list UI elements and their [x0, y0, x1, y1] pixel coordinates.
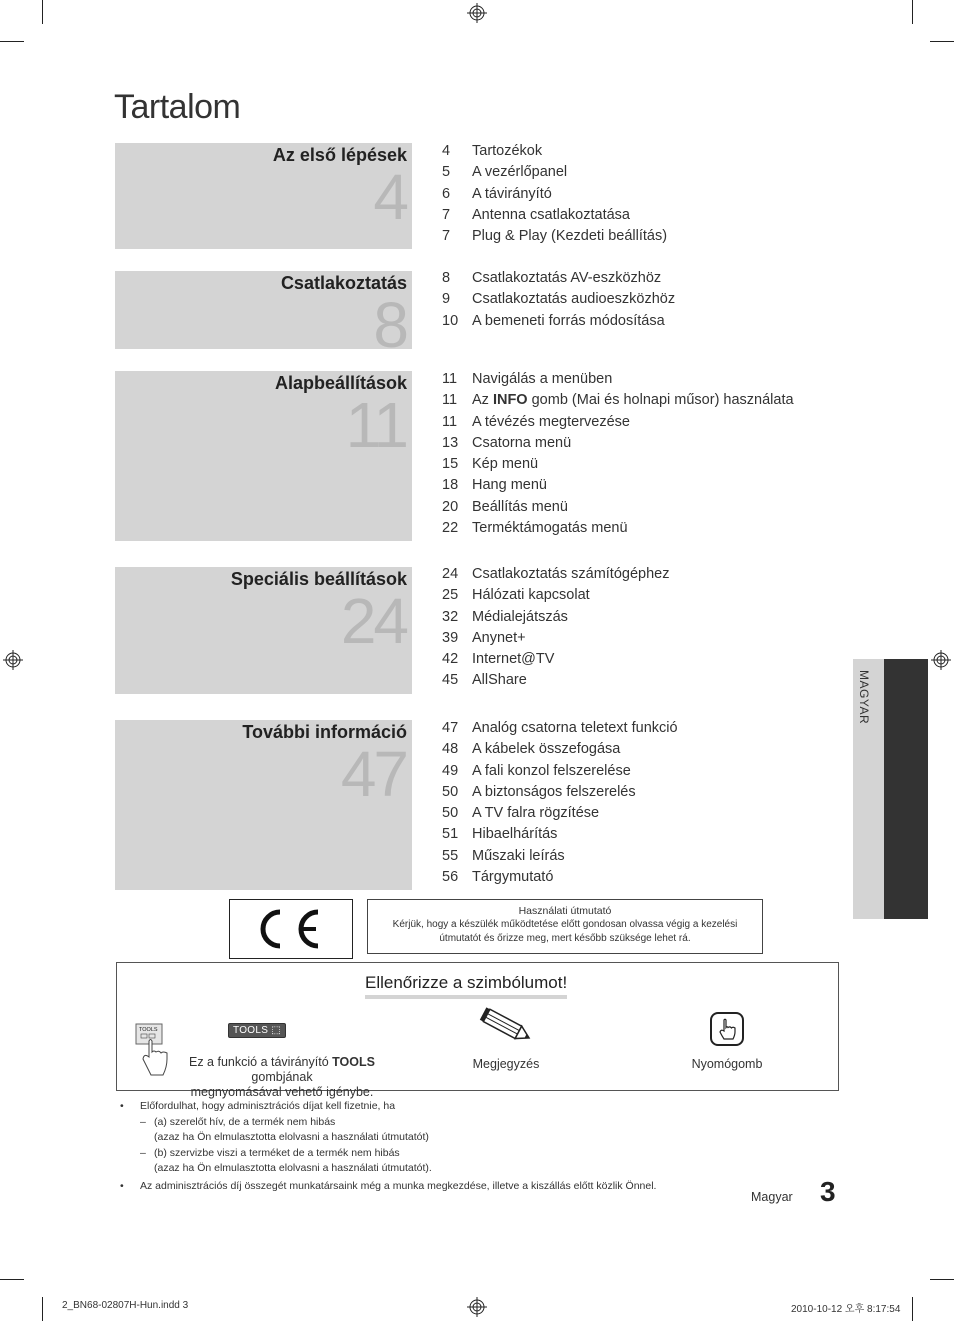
toc-page: 8	[442, 270, 451, 286]
toc-page: 47	[442, 720, 459, 736]
toc-list-basic-settings	[442, 371, 794, 541]
toc-list-connections	[442, 270, 675, 334]
note-text: (b) szervizbe viszi a terméket de a termék nem hibás	[154, 1146, 400, 1159]
toc-text-pre: Az	[472, 392, 493, 409]
note-bullet-item	[120, 1179, 656, 1195]
toc-page: 42	[442, 651, 459, 668]
toc-page: 4	[442, 143, 451, 159]
toc-item[interactable]	[442, 566, 669, 587]
section-number: 8	[373, 289, 406, 361]
toc-page: 48	[442, 741, 459, 758]
note-text: Az adminisztrációs díj összegét munkatársaink még a munka megkezdése, illetve a kiszállás előtt közlik Önnel.	[140, 1179, 657, 1192]
manual-notice-box	[367, 899, 763, 954]
toc-item[interactable]	[442, 207, 667, 228]
toc-item[interactable]	[442, 520, 794, 541]
toc-item[interactable]	[442, 414, 794, 435]
toc-item[interactable]	[442, 164, 667, 185]
toc-page: 7	[442, 228, 451, 245]
toc-text: Tárgymutató	[472, 869, 554, 886]
toc-text: A bemeneti forrás módosítása	[472, 312, 665, 329]
crop-mark	[0, 41, 24, 42]
toc-page: 11	[442, 392, 458, 409]
manual-notice-line: Kérjük, hogy a készülék működtetése előtt gondosan olvassa végig a kezelési	[392, 919, 738, 930]
symbols-box	[116, 962, 839, 1099]
section-number: 24	[340, 585, 406, 657]
toc-item[interactable]	[442, 313, 675, 334]
push-button-icon	[709, 1011, 745, 1047]
toc-page: 13	[442, 434, 459, 451]
dash-icon: –	[140, 1146, 146, 1159]
toc-text: Plug & Play (Kezdeti beállítás)	[472, 228, 668, 245]
crop-mark	[930, 41, 954, 42]
toc-text: AllShare	[472, 672, 527, 689]
toc-text: Csatlakoztatás audioeszközhöz	[472, 291, 676, 308]
toc-text: Hang menü	[472, 477, 547, 494]
bullet-icon: •	[120, 1100, 124, 1112]
section-box-getting-started	[115, 143, 412, 249]
toc-page: 45	[442, 672, 459, 689]
toc-item[interactable]	[442, 228, 667, 249]
section-number: 4	[373, 161, 406, 233]
note-dash-item	[120, 1115, 656, 1131]
toc-list-more-info	[442, 720, 678, 890]
section-number: 11	[345, 389, 406, 461]
toc-item[interactable]	[442, 848, 678, 869]
toc-item[interactable]	[442, 609, 669, 630]
tools-badge: TOOLS ⬚	[228, 1023, 286, 1038]
tools-caption-line2: megnyomásával vehető igénybe.	[190, 1085, 374, 1099]
registration-mark-icon	[931, 650, 951, 670]
toc-page: 18	[442, 477, 459, 494]
file-slug: 2_BN68-02807H-Hun.indd 3	[62, 1300, 189, 1311]
toc-page: 49	[442, 762, 459, 779]
toc-text: Beállítás menü	[472, 498, 568, 515]
toc-page: 10	[442, 312, 459, 329]
note-text: (azaz ha Ön elmulasztotta elolvasni a használati útmutatót).	[154, 1162, 432, 1174]
tools-caption-post: gombjának	[251, 1070, 313, 1084]
toc-item[interactable]	[442, 826, 678, 847]
note-text: Előfordulhat, hogy adminisztrációs díjat kell fizetnie, ha	[140, 1100, 396, 1112]
ce-mark-box	[229, 899, 353, 959]
section-box-basic-settings	[115, 371, 412, 541]
toc-text: Terméktámogatás menü	[472, 520, 628, 537]
toc-page: 5	[442, 164, 451, 181]
note-text: (a) szerelőt hív, de a termék nem hibás	[154, 1115, 336, 1128]
toc-page: 6	[442, 185, 451, 202]
remote-tools-text: TOOLS	[139, 1027, 158, 1033]
toc-text: A fali konzol felszerelése	[472, 762, 631, 779]
registration-mark-icon	[467, 3, 487, 23]
pencil-note-icon	[477, 1007, 535, 1049]
footer-page-number: 3	[820, 1176, 836, 1207]
toc-item[interactable]	[442, 784, 678, 805]
toc-page: 7	[442, 206, 451, 223]
note-text: (azaz ha Ön elmulasztotta elolvasni a használati útmutatót)	[154, 1131, 429, 1143]
tools-caption-pre: Ez a funkció a távirányító	[189, 1055, 333, 1069]
toc-text: Hibaelhárítás	[472, 826, 558, 843]
toc-text	[472, 392, 794, 413]
toc-item[interactable]	[442, 587, 669, 608]
toc-item[interactable]	[442, 392, 794, 413]
toc-text: Hálózati kapcsolat	[472, 587, 590, 604]
toc-text-post: gomb (Mai és holnapi műsor) használata	[527, 392, 794, 409]
note-dash-continuation	[120, 1161, 656, 1177]
toc-page: 55	[442, 847, 459, 864]
toc-item[interactable]	[442, 270, 675, 291]
toc-text: A távirányító	[472, 185, 552, 202]
toc-item[interactable]	[442, 720, 678, 741]
page-title: Tartalom	[114, 88, 241, 126]
crop-mark	[912, 0, 913, 24]
toc-item[interactable]	[442, 763, 678, 784]
toc-page: 22	[442, 520, 459, 537]
section-box-more-info	[115, 720, 412, 890]
registration-mark-icon	[467, 1297, 487, 1317]
toc-text: Csatorna menü	[472, 434, 572, 451]
toc-page: 20	[442, 498, 459, 515]
toc-text: A TV falra rögzítése	[472, 805, 600, 822]
toc-text: Navigálás a menüben	[472, 371, 613, 387]
date-slug: 2010-10-12 오후 8:17:54	[791, 1304, 901, 1315]
toc-item[interactable]	[442, 186, 667, 207]
toc-page: 9	[442, 291, 451, 308]
toc-list-getting-started	[442, 143, 667, 249]
toc-page: 24	[442, 566, 459, 582]
toc-page: 39	[442, 629, 459, 646]
remote-hand-icon	[135, 1023, 175, 1083]
toc-text: Analóg csatorna teletext funkció	[472, 720, 678, 736]
toc-item[interactable]	[442, 805, 678, 826]
toc-item[interactable]	[442, 143, 667, 164]
section-title: Csatlakoztatás	[280, 273, 407, 293]
section-title: Az első lépések	[272, 145, 407, 165]
toc-list-advanced-settings	[442, 566, 669, 694]
toc-page: 11	[442, 413, 458, 430]
toc-page: 51	[442, 826, 459, 843]
crop-mark	[912, 1297, 913, 1321]
toc-text: Anynet+	[472, 629, 526, 646]
tools-badge-label: TOOLS	[233, 1025, 269, 1036]
toc-page: 56	[442, 869, 459, 886]
toc-text: Antenna csatlakoztatása	[472, 206, 630, 223]
language-tab-dark	[884, 659, 928, 919]
toc-text: Kép menü	[472, 456, 539, 473]
notes-section	[120, 1099, 656, 1194]
toc-item[interactable]	[442, 371, 794, 392]
crop-mark	[42, 1297, 43, 1321]
section-number: 47	[340, 738, 406, 810]
toc-page: 11	[442, 371, 458, 387]
toc-item[interactable]	[442, 651, 669, 672]
toc-item[interactable]	[442, 672, 669, 693]
tools-caption-bold: TOOLS	[332, 1055, 375, 1069]
toc-item[interactable]	[442, 741, 678, 762]
note-dash-continuation	[120, 1130, 656, 1146]
toc-text: Csatlakoztatás AV-eszközhöz	[472, 270, 662, 286]
section-title: Alapbeállítások	[274, 373, 407, 393]
crop-mark	[930, 1279, 954, 1280]
toc-text: A tévézés megtervezése	[472, 413, 630, 430]
bullet-icon: •	[120, 1179, 124, 1192]
toc-item[interactable]	[442, 435, 794, 456]
toc-text: Műszaki leírás	[472, 847, 565, 864]
button-label: Nyomógomb	[691, 1057, 763, 1071]
manual-notice-line: útmutatót és őrizze meg, mert később szüksége lehet rá.	[439, 933, 691, 944]
section-title: Speciális beállítások	[230, 569, 407, 589]
toc-text: Tartozékok	[472, 143, 543, 159]
footer-language: Magyar	[751, 1190, 793, 1204]
toc-item[interactable]	[442, 869, 678, 890]
toc-item[interactable]	[442, 477, 794, 498]
language-tab-label: MAGYAR	[857, 670, 871, 725]
toc-page: 32	[442, 608, 459, 625]
toc-page: 50	[442, 805, 459, 822]
toc-text: Internet@TV	[472, 651, 555, 668]
toc-page: 50	[442, 783, 459, 800]
section-box-connections	[115, 271, 412, 361]
symbols-title: Ellenőrizze a szimbólumot!	[365, 973, 567, 999]
toc-page: 15	[442, 456, 459, 473]
manual-notice-title: Használati útmutató	[518, 905, 612, 917]
toc-text: Csatlakoztatás számítógéphez	[472, 566, 670, 582]
toc-page: 25	[442, 587, 459, 604]
toc-text: A kábelek összefogása	[472, 741, 621, 758]
tools-caption	[172, 1055, 392, 1100]
crop-mark	[42, 0, 43, 24]
toc-item[interactable]	[442, 291, 675, 312]
toc-item[interactable]	[442, 456, 794, 477]
ce-mark-icon	[230, 900, 352, 958]
toc-item[interactable]	[442, 499, 794, 520]
toc-text: A vezérlőpanel	[472, 164, 568, 181]
toc-text: A biztonságos felszerelés	[472, 783, 636, 800]
crop-mark	[0, 1279, 24, 1280]
toc-item[interactable]	[442, 630, 669, 651]
info-keyword: INFO	[492, 392, 528, 409]
section-title: További információ	[242, 722, 407, 742]
registration-mark-icon	[3, 650, 23, 670]
toc-text: Médialejátszás	[472, 608, 568, 625]
note-dash-item	[120, 1146, 656, 1162]
note-label: Megjegyzés	[472, 1057, 540, 1071]
dash-icon: –	[140, 1115, 146, 1128]
section-box-advanced-settings	[115, 567, 412, 694]
note-bullet-item	[120, 1099, 656, 1115]
